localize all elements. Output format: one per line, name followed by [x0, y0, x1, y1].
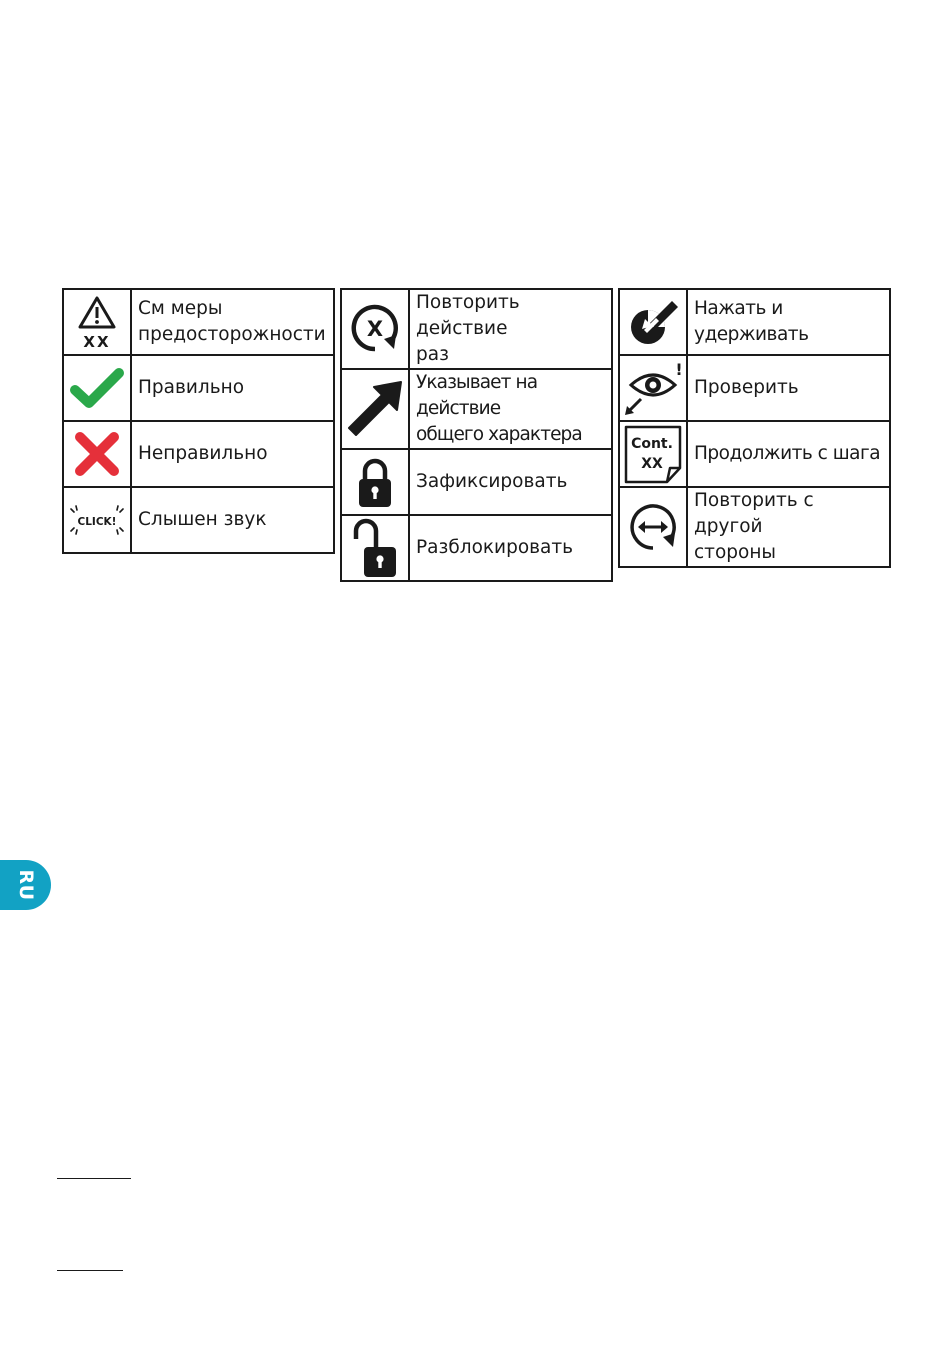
legend-icon-cell	[619, 355, 687, 421]
legend-label: Разблокировать	[409, 515, 612, 581]
lock-closed-icon	[355, 455, 395, 509]
legend-row	[63, 487, 334, 553]
click-sound-icon	[68, 503, 126, 537]
legend-row	[341, 369, 612, 449]
lock-open-icon	[350, 517, 400, 579]
legend-row	[63, 421, 334, 487]
legend-row	[341, 289, 612, 369]
legend-label: Указывает на действие общего характера	[409, 369, 612, 449]
legend-label: Нажать и удерживать	[687, 289, 890, 355]
press-hold-icon	[626, 295, 680, 349]
eye-icon-text: !	[675, 360, 683, 379]
legend-icon-cell	[341, 449, 409, 515]
warning-icon-text: XX	[83, 333, 111, 349]
legend-table-middle	[340, 288, 613, 582]
legend-row	[619, 289, 890, 355]
legend-label: См меры предосторожности	[131, 289, 334, 355]
legend-icon-cell	[63, 289, 131, 355]
legend-row	[619, 355, 890, 421]
legend-icon-cell	[619, 487, 687, 567]
repeat-icon-text: X	[366, 317, 384, 341]
legend-label: Повторить с другой стороны	[687, 487, 890, 567]
legend-label: Неправильно	[131, 421, 334, 487]
footnote-rule	[57, 1270, 123, 1271]
legend-row	[619, 487, 890, 567]
repeat-x-times-icon	[348, 302, 402, 356]
legend-label: Повторить действие раз	[409, 289, 612, 369]
legend-row	[63, 355, 334, 421]
legend-icon-cell	[619, 421, 687, 487]
legend-icon-cell	[341, 515, 409, 581]
legend-table-left	[62, 288, 335, 554]
eye-check-icon	[623, 359, 683, 417]
legend-row	[341, 449, 612, 515]
continue-icon-text-2: XX	[641, 456, 663, 472]
checkmark-icon	[69, 366, 125, 410]
legend-icon-cell	[619, 289, 687, 355]
legend-icon-cell	[63, 355, 131, 421]
legend-row	[341, 515, 612, 581]
language-tab-label: RU	[15, 869, 37, 901]
legend-label: Слышен звук	[131, 487, 334, 553]
continue-step-icon	[623, 424, 683, 484]
language-tab	[0, 860, 51, 910]
arrow-icon	[345, 379, 405, 439]
warning-triangle-icon	[77, 295, 117, 349]
legend-label: Зафиксировать	[409, 449, 612, 515]
legend-row	[619, 421, 890, 487]
click-icon-text: CLICK!	[77, 516, 117, 528]
legend-table-right	[618, 288, 891, 568]
legend-icon-cell	[63, 421, 131, 487]
legend-label: Правильно	[131, 355, 334, 421]
repeat-other-side-icon	[626, 500, 680, 554]
legend-icon-cell	[63, 487, 131, 553]
legend-row	[63, 289, 334, 355]
legend-icon-cell	[341, 369, 409, 449]
legend-label: Проверить	[687, 355, 890, 421]
legend-label: Продолжить с шага	[687, 421, 890, 487]
cross-icon	[72, 429, 122, 479]
legend-icon-cell	[341, 289, 409, 369]
continue-icon-text-1: Cont.	[631, 436, 673, 452]
footnote-rule	[57, 1178, 131, 1179]
